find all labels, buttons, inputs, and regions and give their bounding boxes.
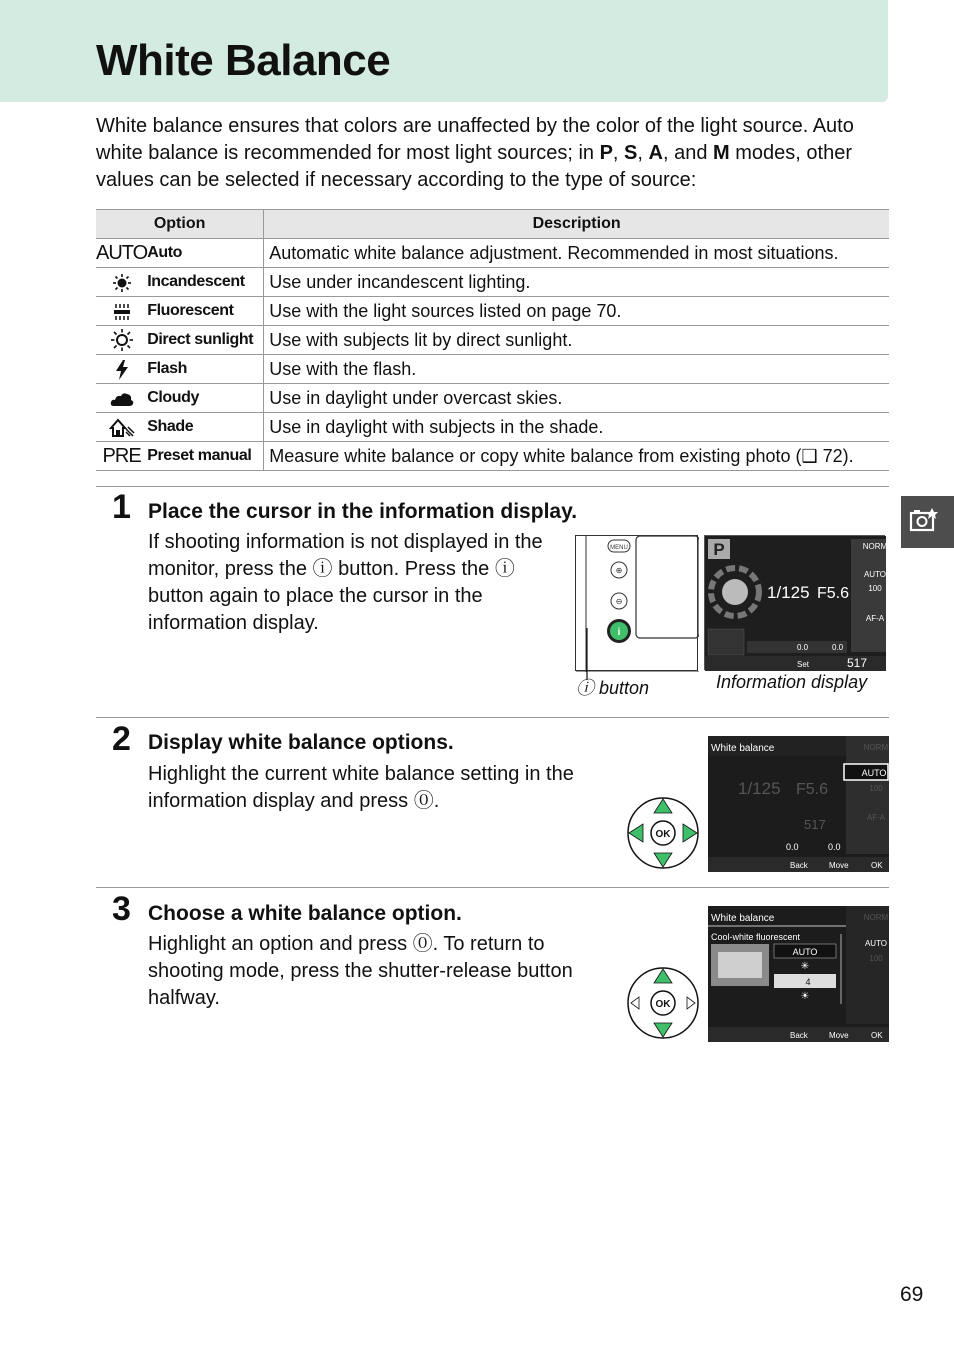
step-number: 1 bbox=[112, 488, 131, 526]
ok-label: OK bbox=[655, 829, 671, 840]
quality-value: NORM bbox=[863, 913, 889, 922]
icon-cell bbox=[96, 413, 147, 442]
intro-paragraph bbox=[96, 113, 886, 194]
step-number: 2 bbox=[112, 720, 131, 758]
af-mode-value: AF-A bbox=[866, 813, 886, 822]
step-divider bbox=[96, 486, 889, 487]
move-label: Move bbox=[829, 1031, 849, 1040]
move-label: Move bbox=[829, 861, 849, 870]
option-name: Flash bbox=[147, 355, 264, 384]
shutter-speed: 1/125 bbox=[738, 779, 781, 798]
screen-header: White balance bbox=[711, 743, 775, 754]
sep: , bbox=[637, 142, 649, 164]
option-description: Use under incandescent lighting. bbox=[264, 268, 889, 297]
option-name: Auto bbox=[147, 239, 264, 268]
wb-select-drawing bbox=[708, 736, 889, 872]
icon-cell bbox=[96, 297, 147, 326]
page-number: 69 bbox=[900, 1283, 924, 1306]
mode-s: S bbox=[624, 142, 638, 164]
svg-text:⊕: ⊕ bbox=[615, 566, 623, 575]
icon-cell bbox=[96, 326, 147, 355]
step-title: Place the cursor in the information display. bbox=[148, 500, 578, 523]
auto-icon: AUTO bbox=[96, 239, 147, 268]
step-text: Highlight the current white balance setting in the information display and press ⓪. bbox=[148, 763, 574, 812]
icon-cell bbox=[96, 268, 147, 297]
fluorescent-icon bbox=[111, 302, 133, 322]
wb-select-screen bbox=[708, 736, 889, 872]
option-name: Shade bbox=[147, 413, 264, 442]
ok-label: OK bbox=[871, 1031, 883, 1040]
intro-text-1: White balance ensures that colors are unaffected by the color of the light source. Auto white balance is recommended for most light sources; in bbox=[96, 115, 854, 164]
button-caption: ⓘ button bbox=[576, 678, 650, 698]
mode-p: P bbox=[599, 142, 613, 164]
iso-value: 100 bbox=[869, 784, 883, 793]
option-description: Use in daylight with subjects in the shade. bbox=[264, 413, 889, 442]
set-label: Set bbox=[797, 660, 810, 669]
table-row bbox=[96, 442, 889, 471]
wb-highlighted-value: AUTO bbox=[861, 768, 887, 778]
information-display-screen bbox=[704, 535, 885, 670]
cloudy-icon bbox=[110, 390, 134, 408]
flash-comp: 0.0 bbox=[832, 643, 844, 652]
white-balance-table bbox=[96, 209, 889, 471]
incandescent-icon bbox=[111, 273, 133, 293]
page-title: White Balance bbox=[96, 36, 391, 85]
flash-icon bbox=[114, 360, 130, 380]
quality-value: NORM bbox=[862, 542, 886, 551]
aperture-value: F5.6 bbox=[796, 781, 829, 798]
option-description: Automatic white balance adjustment. Recommended in most situations. bbox=[264, 239, 889, 268]
ok-label: OK bbox=[871, 861, 883, 870]
option-name: Incandescent bbox=[147, 268, 264, 297]
sep: , and bbox=[662, 142, 714, 164]
chapter-tab bbox=[901, 496, 954, 548]
table-header-row bbox=[96, 210, 889, 239]
information-display-drawing bbox=[705, 536, 886, 671]
header-option: Option bbox=[96, 210, 264, 239]
option-description: Use with the light sources listed on page 70. bbox=[264, 297, 889, 326]
aperture-value: F5.6 bbox=[817, 585, 850, 602]
shots-remaining: 517 bbox=[847, 656, 868, 670]
wb-option-auto: AUTO bbox=[792, 947, 818, 957]
step-number: 3 bbox=[112, 890, 131, 928]
wb-value: AUTO bbox=[863, 570, 886, 579]
exposure-comp: 0.0 bbox=[786, 842, 799, 852]
menu-button-label: MENU bbox=[610, 545, 628, 551]
step-text: If shooting information is not displayed in the monitor, press the ⓘ button. Press the ⓘ button again to place the cursor in the information display. bbox=[148, 531, 543, 634]
preset-icon: PRE bbox=[96, 442, 147, 471]
direct-sunlight-icon bbox=[111, 329, 133, 351]
step-title: Choose a white balance option. bbox=[148, 902, 462, 925]
option-description: Use with the flash. bbox=[264, 355, 889, 384]
intro-text-2: modes, other values can be selected if necessary according to the type of source: bbox=[96, 142, 852, 191]
back-label: Back bbox=[790, 861, 808, 870]
option-name: Preset manual bbox=[147, 442, 264, 471]
sep: , bbox=[612, 142, 625, 164]
mode-indicator: P bbox=[713, 540, 725, 559]
screen-header: White balance bbox=[711, 913, 775, 924]
multi-selector-icon bbox=[626, 796, 700, 870]
mode-m: M bbox=[713, 142, 730, 164]
option-description: Use with subjects lit by direct sunlight. bbox=[264, 326, 889, 355]
table-row bbox=[96, 355, 889, 384]
table-row bbox=[96, 326, 889, 355]
option-name: Cloudy bbox=[147, 384, 264, 413]
step-divider bbox=[96, 887, 889, 888]
svg-text:☀: ☀ bbox=[800, 991, 810, 1002]
camera-buttons-drawing bbox=[576, 536, 699, 672]
svg-text:⊖: ⊖ bbox=[615, 597, 623, 606]
shots-remaining: 517 bbox=[804, 817, 826, 832]
svg-text:✳: ✳ bbox=[800, 961, 810, 972]
header-description: Description bbox=[264, 210, 889, 239]
table-row bbox=[96, 297, 889, 326]
mode-a: A bbox=[648, 142, 663, 164]
option-name: Fluorescent bbox=[147, 297, 264, 326]
table-row bbox=[96, 384, 889, 413]
table-row bbox=[96, 268, 889, 297]
option-name: Direct sunlight bbox=[147, 326, 264, 355]
ok-label: OK bbox=[655, 999, 671, 1010]
wb-menu-drawing bbox=[708, 906, 889, 1042]
iso-value: 100 bbox=[869, 954, 883, 963]
svg-text:i: i bbox=[617, 627, 621, 638]
shade-icon bbox=[109, 418, 135, 438]
flash-comp: 0.0 bbox=[828, 842, 841, 852]
wb-option-fluorescent: 4 bbox=[805, 977, 811, 987]
quality-value: NORM bbox=[863, 743, 889, 752]
icon-cell bbox=[96, 355, 147, 384]
option-description: Use in daylight under overcast skies. bbox=[264, 384, 889, 413]
display-caption: Information display bbox=[716, 672, 868, 692]
back-label: Back bbox=[790, 1031, 808, 1040]
exposure-comp: 0.0 bbox=[797, 643, 809, 652]
af-mode-value: AF-A bbox=[865, 614, 885, 623]
table-row bbox=[96, 413, 889, 442]
wb-value: AUTO bbox=[864, 939, 888, 948]
shutter-speed: 1/125 bbox=[767, 583, 810, 602]
wb-menu-screen bbox=[708, 906, 889, 1042]
option-description: Measure white balance or copy white balance from existing photo (❑ 72). bbox=[264, 442, 889, 471]
step-text: Highlight an option and press ⓪. To return to shooting mode, press the shutter-release button halfway. bbox=[148, 933, 573, 1009]
step-title: Display white balance options. bbox=[148, 731, 454, 754]
table-row bbox=[96, 239, 889, 268]
callout-line bbox=[584, 628, 594, 680]
icon-cell bbox=[96, 384, 147, 413]
shooting-camera-icon bbox=[901, 496, 954, 548]
iso-value: 100 bbox=[868, 584, 882, 593]
screen-subheader: Cool-white fluorescent bbox=[711, 932, 801, 942]
step-divider bbox=[96, 717, 889, 718]
multi-selector-icon bbox=[626, 966, 700, 1040]
